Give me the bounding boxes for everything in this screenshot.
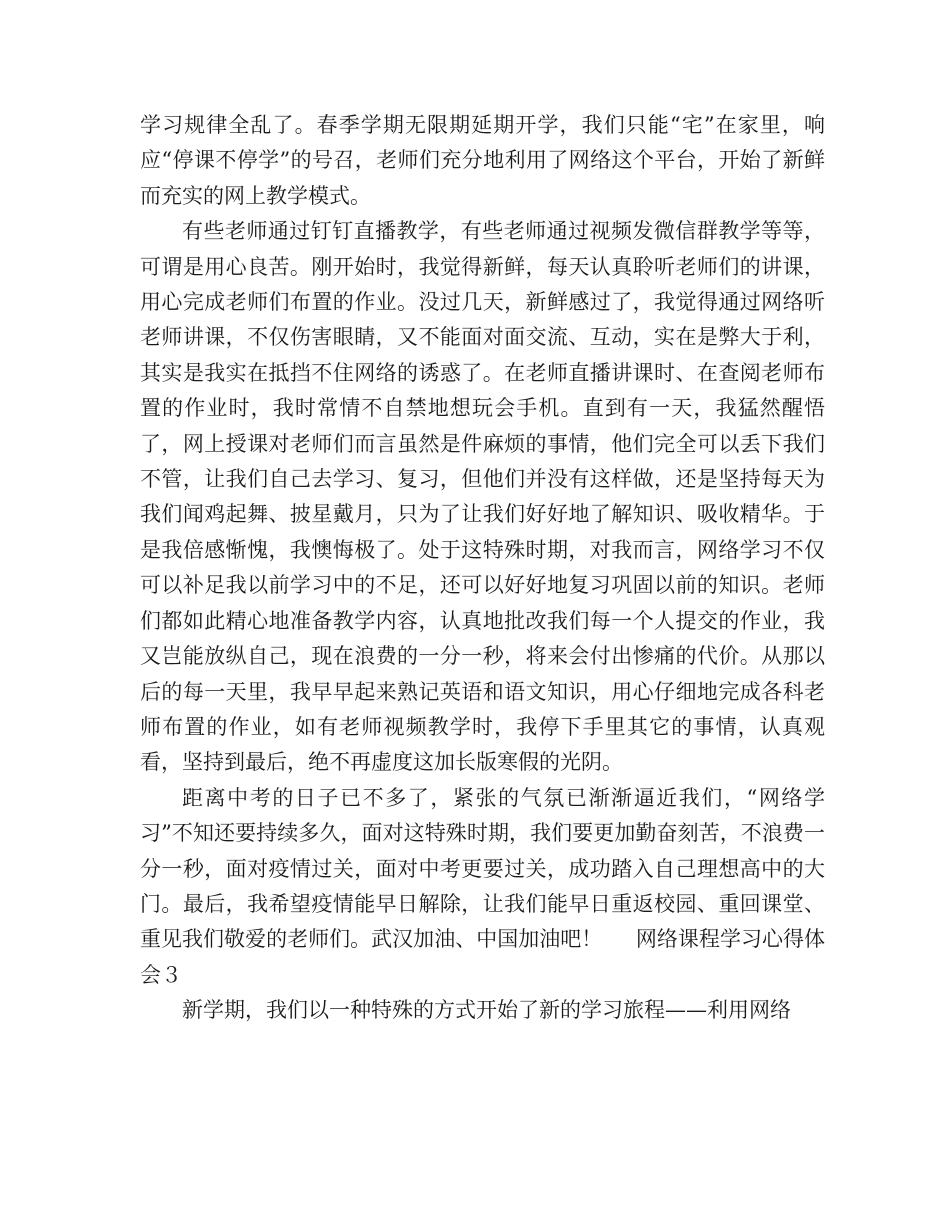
paragraph-online-teaching: 有些老师通过钉钉直播教学，有些老师通过视频发微信群教学等等，可谓是用心良苦。刚开始时，我觉得新鲜，每天认真聆听老师们的讲课，用心完成老师们布置的作业。没过几天，新鲜感过了，我觉得通过网络听老师讲课，不仅伤害眼睛，又不能面对面交流、互动，实在是弊大于利，其实是我实在抵挡不住网络的诱惑了。在老师直播讲课时、在查阅老师布置的作业时，我时常情不自禁地想玩会手机。直到有一天，我猛然醒悟了，网上授课对老师们而言虽然是件麻烦的事情，他们完全可以丢下我们不管，让我们自己去学习、复习，但他们并没有这样做，还是坚持每天为我们闻鸡起舞、披星戴月，只为了让我们好好地了解知识、吸收精华。于是我倍感惭愧，我懊悔极了。处于这特殊时期，对我而言，网络学习不仅可以补足我以前学习中的不足，还可以好好地复习巩固以前的知识。老师们都如此精心地准备教学内容，认真地批改我们每一个人提交的作业，我又岂能放纵自己，现在浪费的一分一秒，将来会付出惨痛的代价。从那以后的每一天里，我早早起来熟记英语和语文知识，用心仔细地完成各科老师布置的作业，如有老师视频教学时，我停下手里其它的事情，认真观看，坚持到最后，绝不再虚度这加长版寒假的光阴。 xyxy=(140,219,825,775)
paragraph-continuation: 学习规律全乱了。春季学期无限期延期开学，我们只能“宅”在家里，响应“停课不停学”的号召，老师们充分地利用了网络这个平台，开始了新鲜而充实的网上教学模式。 xyxy=(140,113,825,208)
paragraph-exam-outlook-text: 距离中考的日子已不多了，紧张的气氛已渐渐逼近我们，“网络学习”不知还要持续多久，面对这特殊时期，我们要更加勤奋刻苦，不浪费一分一秒，面对疫情过关，面对中考更要过关，成功踏入自己理想高中的大门。最后，我希望疫情能早日解除，让我们能早日重返校园、重回课堂、重见我们敬爱的老师们。武汉加油、中国加油吧！ xyxy=(140,785,825,952)
paragraph-new-semester: 新学期，我们以一种特殊的方式开始了新的学习旅程——利用网络 xyxy=(182,998,791,1023)
document-body xyxy=(140,108,825,1029)
paragraph-exam-outlook xyxy=(140,781,825,993)
section-heading: 网络课程学习心得体会３ xyxy=(140,927,825,987)
